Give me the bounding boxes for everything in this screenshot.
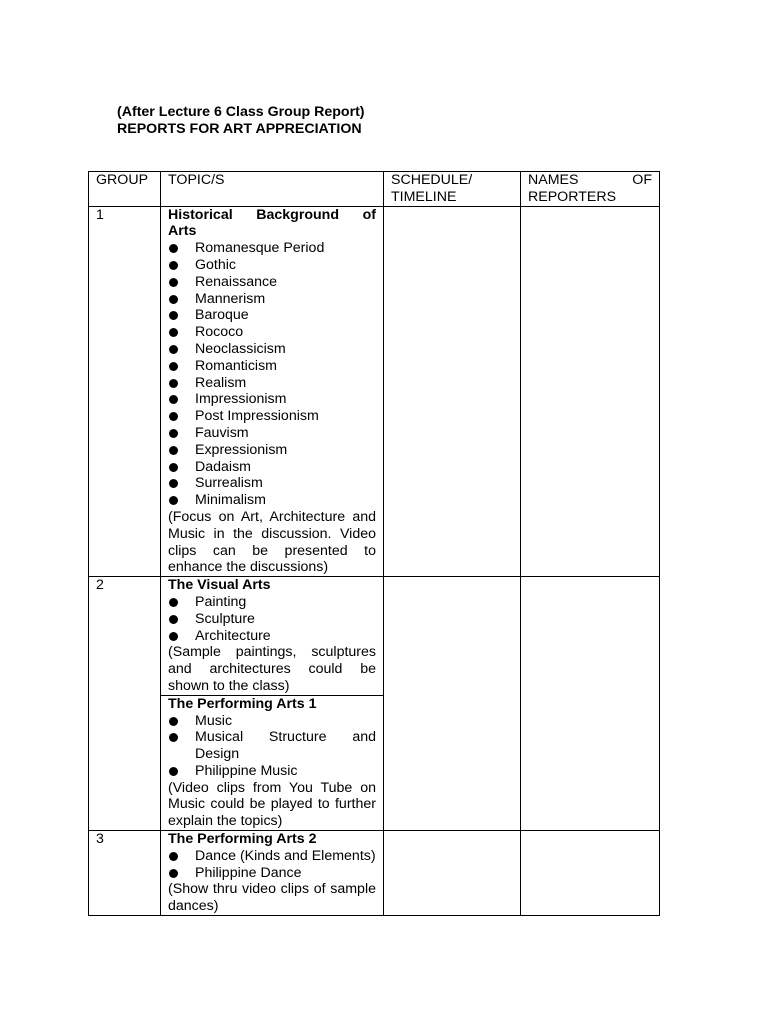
bullet-icon: [169, 379, 178, 388]
list-item: Surrealism: [168, 475, 376, 492]
section-title-cont: Arts: [168, 223, 197, 240]
reports-table: [88, 171, 660, 916]
header-schedule: [384, 172, 521, 207]
schedule-cell: [384, 206, 521, 577]
list-item: Gothic: [168, 257, 376, 274]
list-item: Minimalism: [168, 492, 376, 509]
section-note: (Show thru video clips of sample dances): [168, 881, 376, 915]
bullet-icon: [169, 446, 178, 455]
list-item: Sculpture: [168, 611, 376, 628]
header-schedule-line-1: SCHEDULE/: [391, 172, 473, 188]
list-item: Architecture: [168, 628, 376, 645]
schedule-cell: [384, 831, 521, 916]
list-item: Renaissance: [168, 274, 376, 291]
list-item: Music: [168, 713, 376, 730]
bullet-icon: [169, 717, 178, 726]
heading-line-2: REPORTS FOR ART APPRECIATION: [117, 120, 362, 137]
header-names-word-1: NAMES: [528, 172, 579, 188]
table-header-row: [89, 172, 660, 207]
bullet-icon: [169, 733, 178, 742]
list-item: Impressionism: [168, 391, 376, 408]
topic-list: [168, 713, 376, 780]
bullet-icon: [169, 278, 178, 287]
reporters-cell: [521, 206, 660, 577]
list-item: Philippine Music: [168, 763, 376, 780]
list-item: Dadaism: [168, 459, 376, 476]
header-schedule-line-2: TIMELINE: [391, 188, 457, 205]
section-title: The Visual Arts: [168, 577, 271, 594]
section-note: (Focus on Art, Architecture and Music in the discussion. Video clips can be presented to enhance the discussions): [168, 508, 376, 576]
header-names-word-2: OF: [632, 172, 652, 188]
table-row: [89, 577, 660, 831]
bullet-icon: [169, 496, 178, 505]
topic-list: [168, 240, 376, 509]
reporters-cell: [521, 831, 660, 916]
bullet-icon: [169, 479, 178, 488]
heading-line-1: (After Lecture 6 Class Group Report): [117, 104, 365, 120]
bullet-icon: [169, 632, 178, 641]
list-item: Post Impressionism: [168, 408, 376, 425]
bullet-icon: [169, 615, 178, 624]
bullet-icon: [169, 261, 178, 270]
list-item: Fauvism: [168, 425, 376, 442]
table-row: [89, 206, 660, 577]
section-note: (Sample paintings, sculptures and architectures could be shown to the class): [168, 644, 376, 694]
group-cell: 3: [89, 831, 161, 916]
bullet-icon: [169, 412, 178, 421]
list-item: Expressionism: [168, 442, 376, 459]
section-title: Historical Background of: [168, 206, 376, 223]
list-item: Baroque: [168, 307, 376, 324]
bullet-icon: [169, 328, 178, 337]
list-item: Romanticism: [168, 358, 376, 375]
topics-cell: [161, 577, 384, 831]
bullet-icon: [169, 244, 178, 253]
topics-cell: [161, 206, 384, 577]
header-group: GROUP: [89, 172, 161, 207]
topics-cell: [161, 831, 384, 916]
topic-list: [168, 848, 376, 882]
bullet-icon: [169, 463, 178, 472]
subsection: [161, 695, 383, 830]
section-title: The Performing Arts 2: [168, 831, 317, 848]
group-cell: 2: [89, 577, 161, 831]
header-topics: TOPIC/S: [161, 172, 384, 207]
list-item: Neoclassicism: [168, 341, 376, 358]
list-item: Philippine Dance: [168, 865, 376, 882]
document-heading: [117, 104, 365, 137]
list-item: Painting: [168, 594, 376, 611]
bullet-icon: [169, 429, 178, 438]
topic-list: [168, 594, 376, 644]
reporters-cell: [521, 577, 660, 831]
section-note: (Video clips from You Tube on Music could be played to further explain the topics): [168, 779, 376, 830]
bullet-icon: [169, 767, 178, 776]
bullet-icon: [169, 852, 178, 861]
bullet-icon: [169, 345, 178, 354]
header-names-line-2: REPORTERS: [528, 188, 617, 205]
list-item: Realism: [168, 375, 376, 392]
bullet-icon: [169, 295, 178, 304]
bullet-icon: [169, 598, 178, 607]
list-item: Mannerism: [168, 291, 376, 308]
bullet-icon: [169, 362, 178, 371]
list-item: Romanesque Period: [168, 240, 376, 257]
bullet-icon: [169, 869, 178, 878]
table-row: [89, 831, 660, 916]
list-item: Musical Structure and Design: [168, 729, 376, 763]
bullet-icon: [169, 311, 178, 320]
schedule-cell: [384, 577, 521, 831]
list-item: Dance (Kinds and Elements): [168, 848, 376, 865]
bullet-icon: [169, 395, 178, 404]
list-item: Rococo: [168, 324, 376, 341]
header-names: [521, 172, 660, 207]
group-cell: 1: [89, 206, 161, 577]
section-title: The Performing Arts 1: [168, 695, 317, 712]
